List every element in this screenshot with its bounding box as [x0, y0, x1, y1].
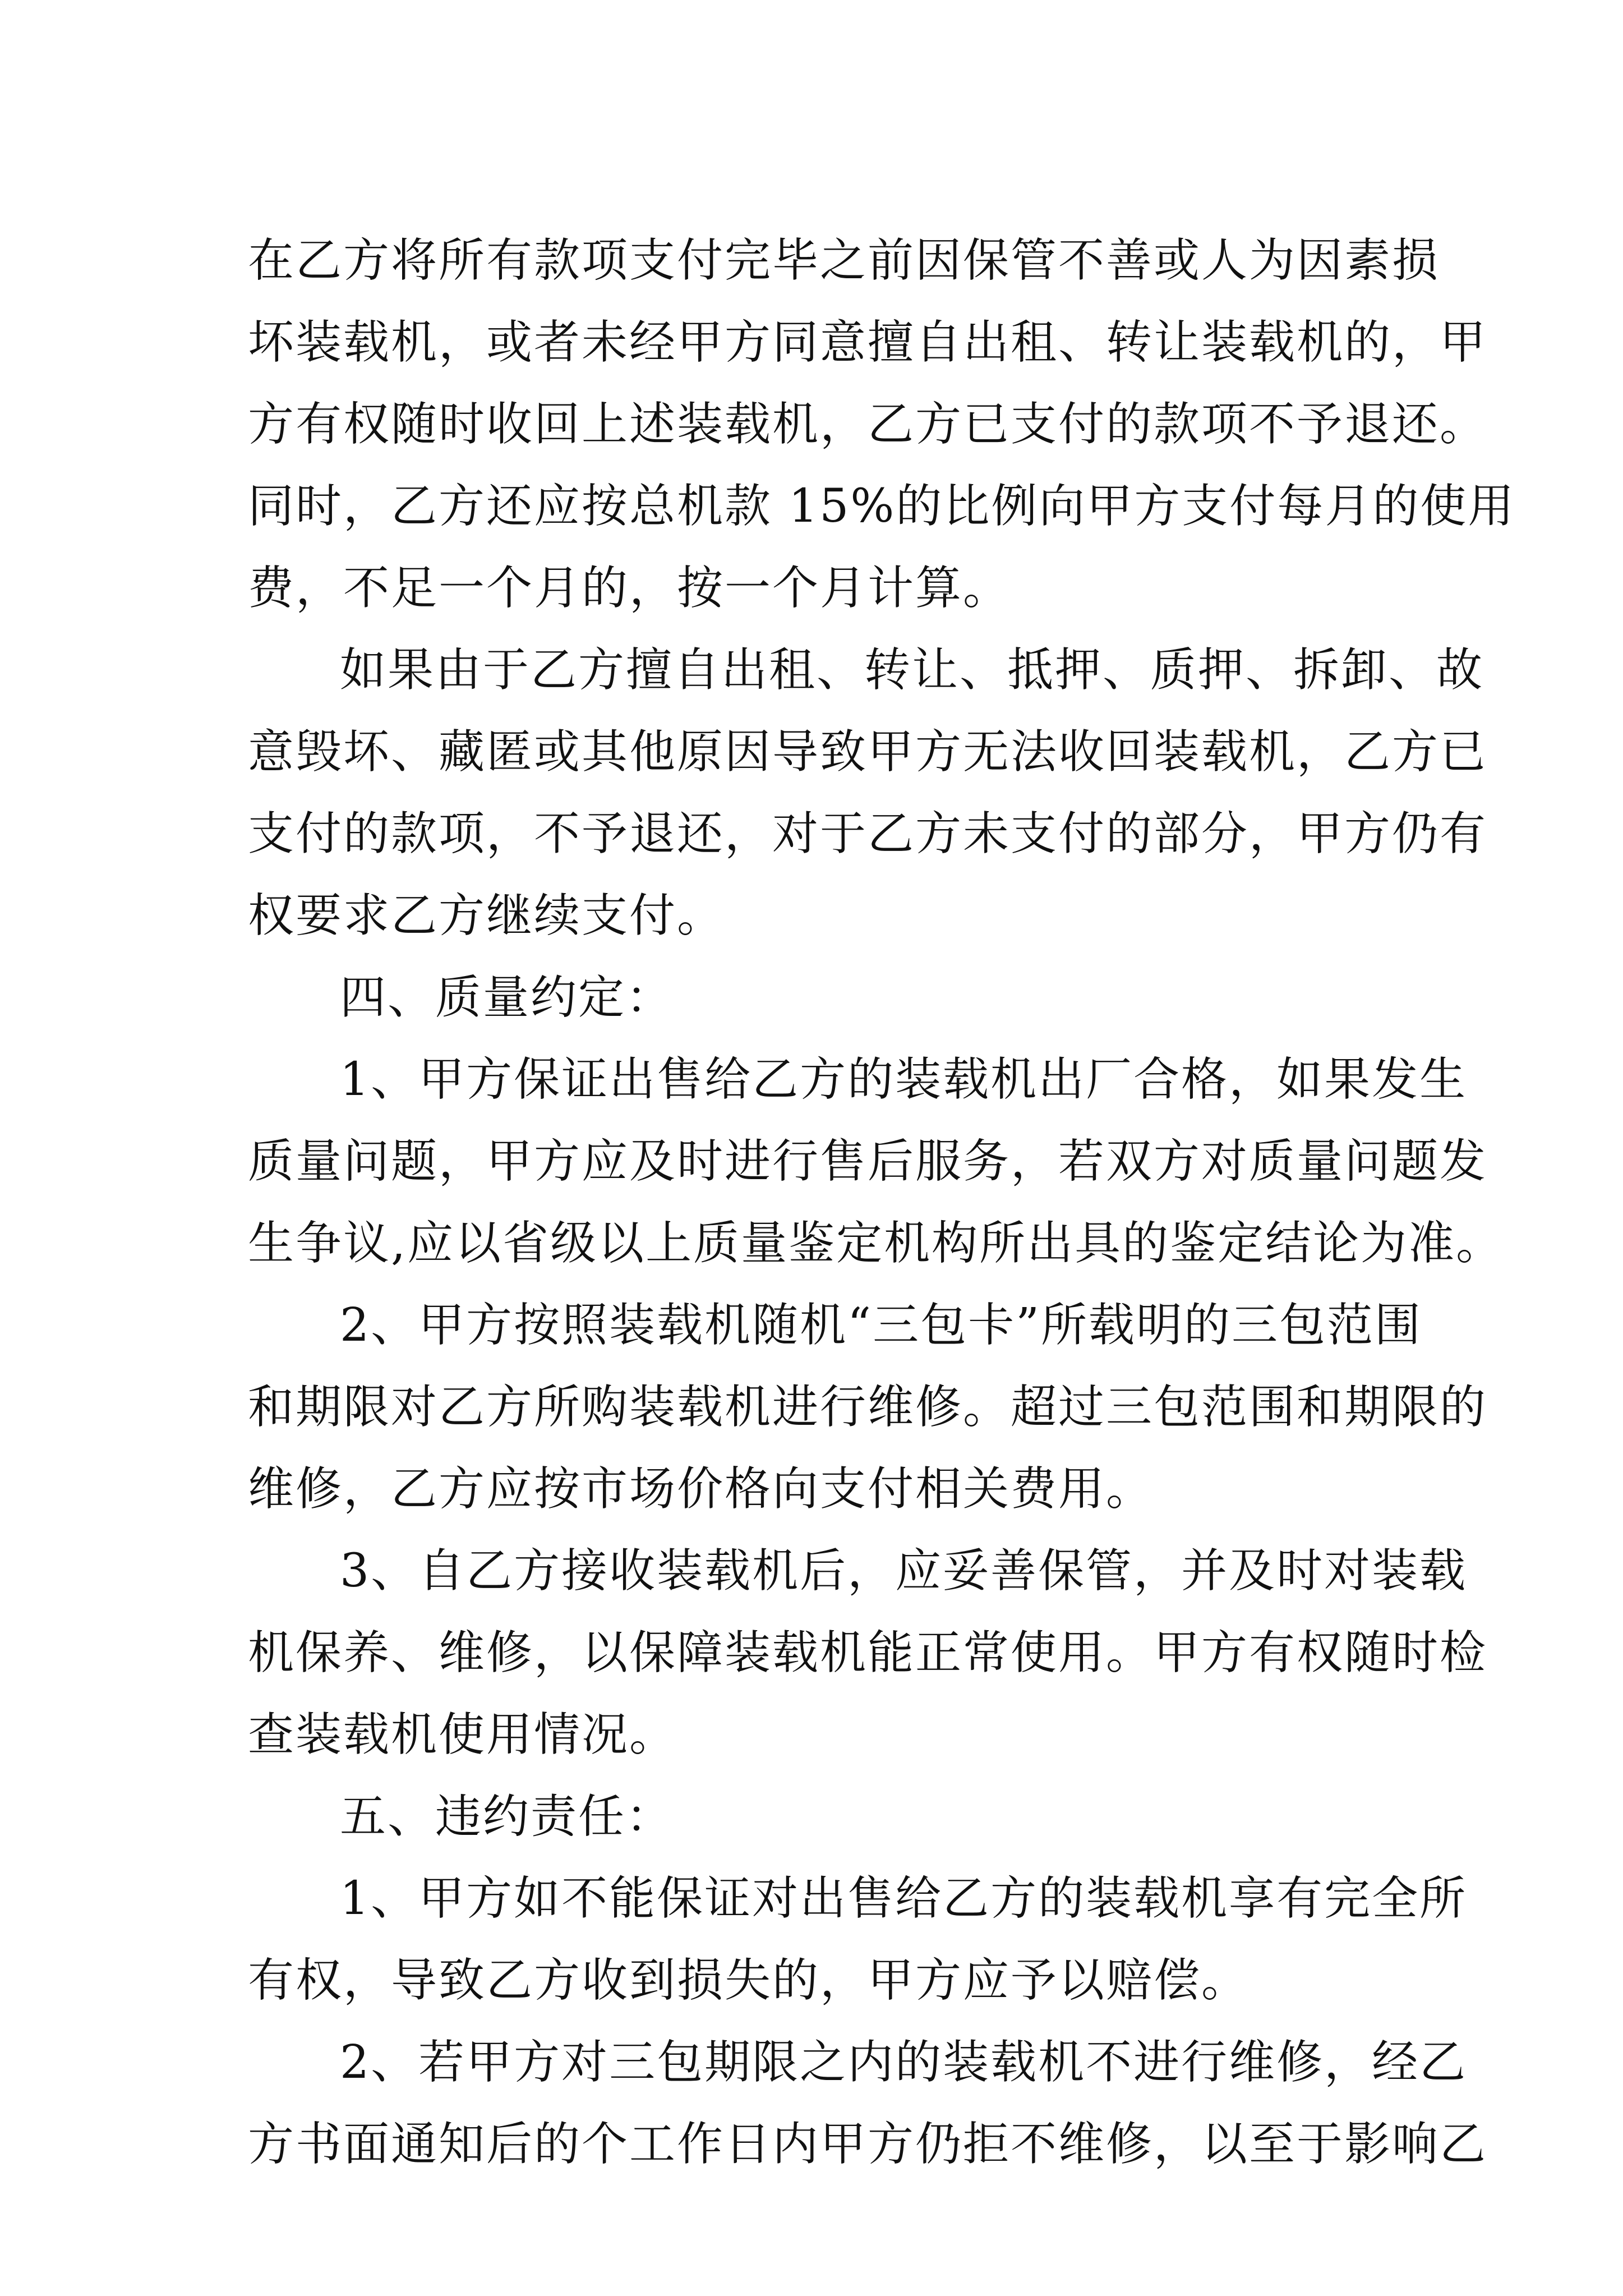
document-body [248, 220, 1516, 2185]
text-line: 机保养、维修，以保障装载机能正常使用。甲方有权随时检 [248, 1626, 1488, 1680]
text-line: 在乙方将所有款项支付完毕之前因保管不善或人为因素损 [248, 234, 1440, 287]
text-line: 坏装载机，或者未经甲方同意擅自出租、转让装载机的，甲 [248, 316, 1488, 369]
text-line: 费，不足一个月的，按一个月计算。 [248, 562, 1011, 615]
text-line: 方书面通知后的个工作日内甲方仍拒不维修，以至于影响乙 [248, 2118, 1488, 2171]
text-line: 维修，乙方应按市场价格向支付相关费用。 [248, 1462, 1154, 1516]
paragraph-first-line: 1、甲方保证出售给乙方的装载机出厂合格，如果发生 [340, 1053, 1468, 1106]
text-line: 方有权随时收回上述装载机，乙方已支付的款项不予退还。 [248, 398, 1488, 451]
paragraph-first-line: 2、若甲方对三包期限之内的装载机不进行维修，经乙 [340, 2036, 1468, 2089]
section-heading: 五、违约责任： [340, 1790, 674, 1843]
text-line: 生争议,应以省级以上质量鉴定机构所出具的鉴定结论为准。 [248, 1217, 1504, 1270]
text-line: 同时，乙方还应按总机款 15%的比例向甲方支付每月的使用 [248, 480, 1516, 533]
paragraph-first-line: 1、甲方如不能保证对出售给乙方的装载机享有完全所 [340, 1872, 1468, 1925]
paragraph-first-line: 如果由于乙方擅自出租、转让、抵押、质押、拆卸、故 [340, 643, 1484, 697]
paragraph-first-line: 2、甲方按照装载机随机“三包卡”所载明的三包范围 [340, 1299, 1423, 1352]
text-line: 和期限对乙方所购装载机进行维修。超过三包范围和期限的 [248, 1381, 1488, 1434]
text-line: 权要求乙方继续支付。 [248, 889, 725, 942]
text-line: 意毁坏、藏匿或其他原因导致甲方无法收回装载机，乙方已 [248, 725, 1488, 779]
paragraph-first-line: 3、自乙方接收装载机后，应妥善保管，并及时对装载 [340, 1544, 1468, 1598]
text-line: 质量问题，甲方应及时进行售后服务，若双方对质量问题发 [248, 1135, 1488, 1188]
text-line: 支付的款项，不予退还，对于乙方未支付的部分，甲方仍有 [248, 807, 1488, 861]
text-line: 查装载机使用情况。 [248, 1708, 677, 1761]
text-line: 有权，导致乙方收到损失的，甲方应予以赔偿。 [248, 1954, 1249, 2007]
section-heading: 四、质量约定： [340, 971, 674, 1024]
